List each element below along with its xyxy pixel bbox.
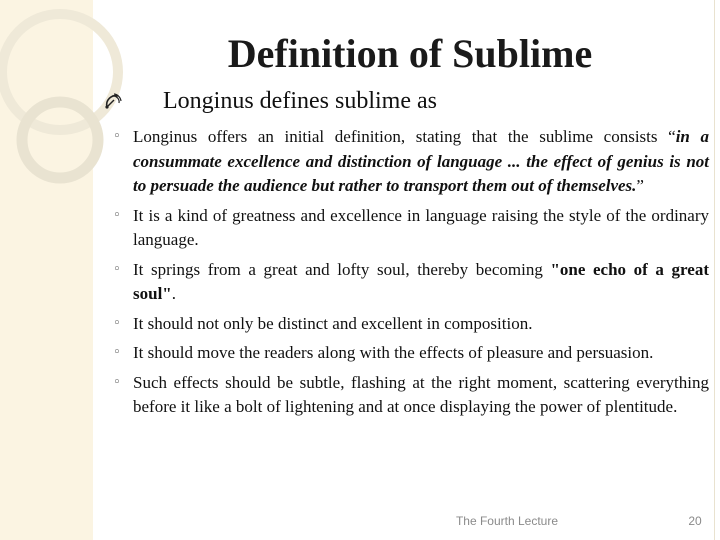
bullet-text: It is a kind of greatness and excellence in language raising the style of the ordinary language. [133,205,709,249]
bullet-text: Longinus offers an initial definition, stating that the sublime consists “ [133,127,676,146]
bullet-marker: ◦ [113,129,121,144]
bullet-text: It springs from a great and lofty soul, thereby becoming [133,259,551,279]
bullet-item [111,125,709,199]
subheading: Longinus defines sublime as [163,88,437,114]
bullet-text: Such effects should be subtle, flashing at the right moment, scattering everything before it like a bolt of lightening and at once displaying the power of plentitude. [133,372,709,416]
bullet-text-end: . [171,284,176,303]
bullet-marker: ◦ [113,261,121,277]
bullet-quote: "one echo of a great soul" [133,259,709,303]
bullet-text-end: ” [636,176,644,195]
bullet-text: It should move the readers along with the effects of pleasure and persuasion. [133,343,654,362]
footer-text: The Fourth Lecture [455,514,559,528]
bullet-marker: ◦ [113,207,121,223]
bullet-marker: ◦ [113,345,121,360]
bullet-list [111,125,709,425]
bullet-marker: ◦ [113,315,121,331]
satellite-dish-icon [103,92,123,112]
bullet-quote: in a consummate excellence and distinction of language ... the effect of genius is not to persuade the audience but rather to transport them out of themselves. [133,127,709,195]
bullet-item [111,341,709,366]
bullet-text: It should not only be distinct and excellent in composition. [133,313,533,333]
right-border-line [714,0,715,540]
bullet-item [111,371,709,420]
page-number: 20 [688,514,702,528]
bullet-item [111,204,709,253]
slide-title: Definition of Sublime [227,31,593,76]
bullet-marker: ◦ [113,374,121,390]
bullet-item [111,258,709,307]
bullet-item [111,312,709,337]
